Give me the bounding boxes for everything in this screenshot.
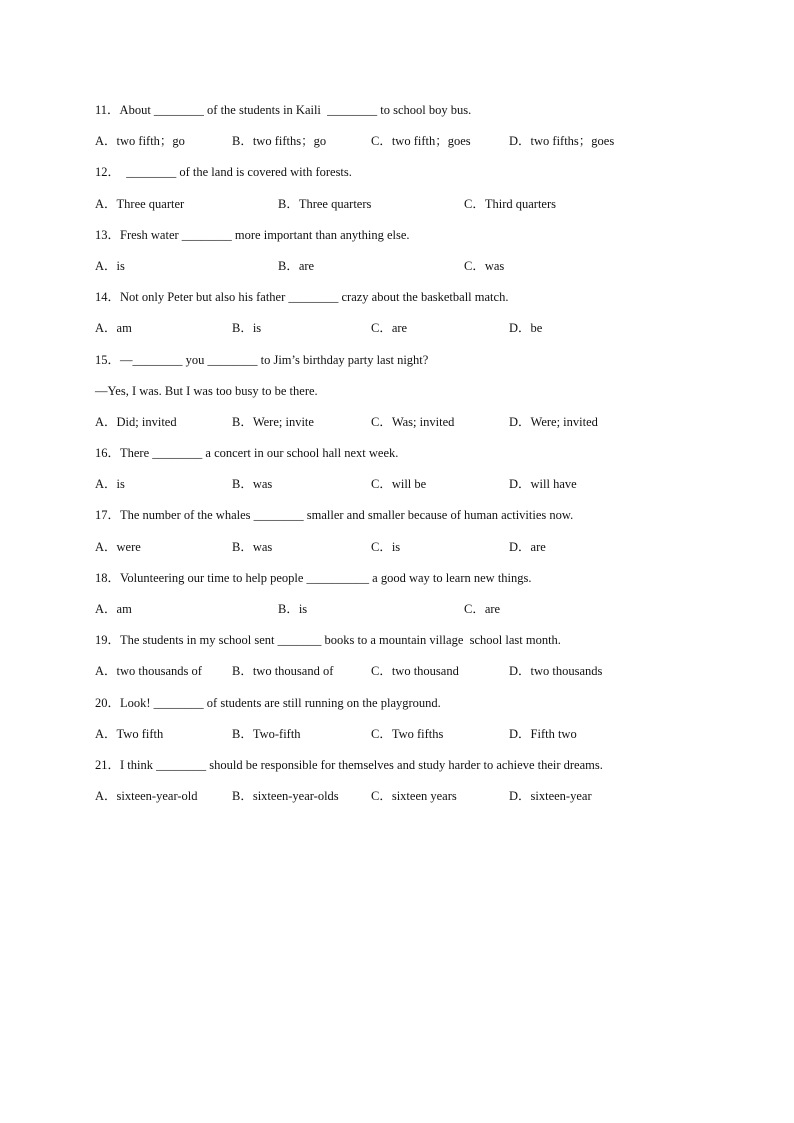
option-d: D．two fifths；goes: [509, 134, 615, 149]
question-15-stem: 15．—________ you ________ to Jim’s birthday party last night?: [95, 352, 429, 367]
question-17-options: [95, 537, 735, 568]
option-a: A．were: [95, 539, 141, 554]
option-d: D．be: [509, 321, 543, 336]
question-14-stem: 14．Not only Peter but also his father ________ crazy about the basketball match.: [95, 290, 509, 305]
question-14-options: [95, 318, 735, 349]
option-b: B．was: [232, 539, 273, 554]
question-16-stem: 16．There ________ a concert in our school hall next week.: [95, 446, 399, 461]
option-d: D．Fifth two: [509, 726, 577, 741]
question-16-options: [95, 474, 735, 505]
question-15-response: —Yes, I was. But I was too busy to be there.: [95, 383, 318, 398]
option-d: D．will have: [509, 477, 577, 492]
option-b: B．Two-fifth: [232, 726, 301, 741]
option-c: C．was: [464, 258, 505, 273]
question-18-options: [95, 599, 735, 630]
question-13-stem: 13．Fresh water ________ more important than anything else.: [95, 227, 410, 242]
option-a: A．Two fifth: [95, 726, 164, 741]
option-d: D．are: [509, 539, 546, 554]
question-19-options: [95, 661, 735, 692]
question-11-stem: 11．About ________ of the students in Kaili ________ to school boy bus.: [95, 103, 472, 117]
option-b: B．Were; invite: [232, 414, 314, 429]
question-12-stem: 12． ________ of the land is covered with forests.: [95, 165, 352, 180]
option-b: B．is: [232, 321, 262, 336]
option-b: B．is: [278, 602, 308, 616]
option-c: C．sixteen years: [371, 789, 457, 804]
option-c: C．Two fifths: [371, 726, 444, 741]
question-17-stem: 17．The number of the whales ________ smaller and smaller because of human activities now.: [95, 508, 574, 523]
option-a: A．sixteen-year-old: [95, 789, 198, 804]
option-b: B．Three quarters: [278, 196, 372, 211]
question-20-options: [95, 724, 735, 755]
option-a: A．two thousands of: [95, 664, 202, 679]
option-a: A．is: [95, 477, 125, 492]
option-d: D．Were; invited: [509, 414, 598, 429]
question-20-stem: 20．Look! ________ of students are still running on the playground.: [95, 695, 441, 710]
option-c: C．two thousand: [371, 664, 459, 679]
question-21-stem: 21．I think ________ should be responsible for themselves and study harder to achieve their dreams.: [95, 757, 603, 772]
option-d: D．two thousands: [509, 664, 603, 679]
option-a: A．am: [95, 602, 132, 616]
option-a: A．is: [95, 258, 125, 273]
option-a: A．Three quarter: [95, 196, 185, 211]
option-b: B．two thousand of: [232, 664, 334, 679]
option-b: B．sixteen-year-olds: [232, 789, 339, 804]
question-12-options: [95, 194, 735, 225]
option-d: D．sixteen-year: [509, 789, 592, 804]
option-b: B．two fifths；go: [232, 134, 327, 149]
exam-page: [95, 100, 735, 817]
question-21-options: [95, 786, 735, 817]
option-b: B．are: [278, 258, 315, 273]
option-a: A．Did; invited: [95, 414, 177, 429]
option-c: C．two fifth；goes: [371, 134, 471, 149]
question-15-options: [95, 412, 735, 443]
question-18-stem: 18．Volunteering our time to help people __________ a good way to learn new things.: [95, 570, 532, 585]
option-c: C．are: [371, 321, 408, 336]
option-c: C．Third quarters: [464, 196, 556, 211]
option-b: B．was: [232, 477, 273, 492]
option-c: C．is: [371, 539, 401, 554]
option-c: C．are: [464, 602, 501, 616]
question-19-stem: 19．The students in my school sent _______ books to a mountain village school last month.: [95, 633, 561, 648]
question-11-options: [95, 131, 735, 162]
option-a: A．two fifth；go: [95, 134, 185, 149]
option-c: C．will be: [371, 477, 427, 492]
question-13-options: [95, 256, 735, 287]
option-c: C．Was; invited: [371, 414, 455, 429]
option-a: A．am: [95, 321, 132, 336]
